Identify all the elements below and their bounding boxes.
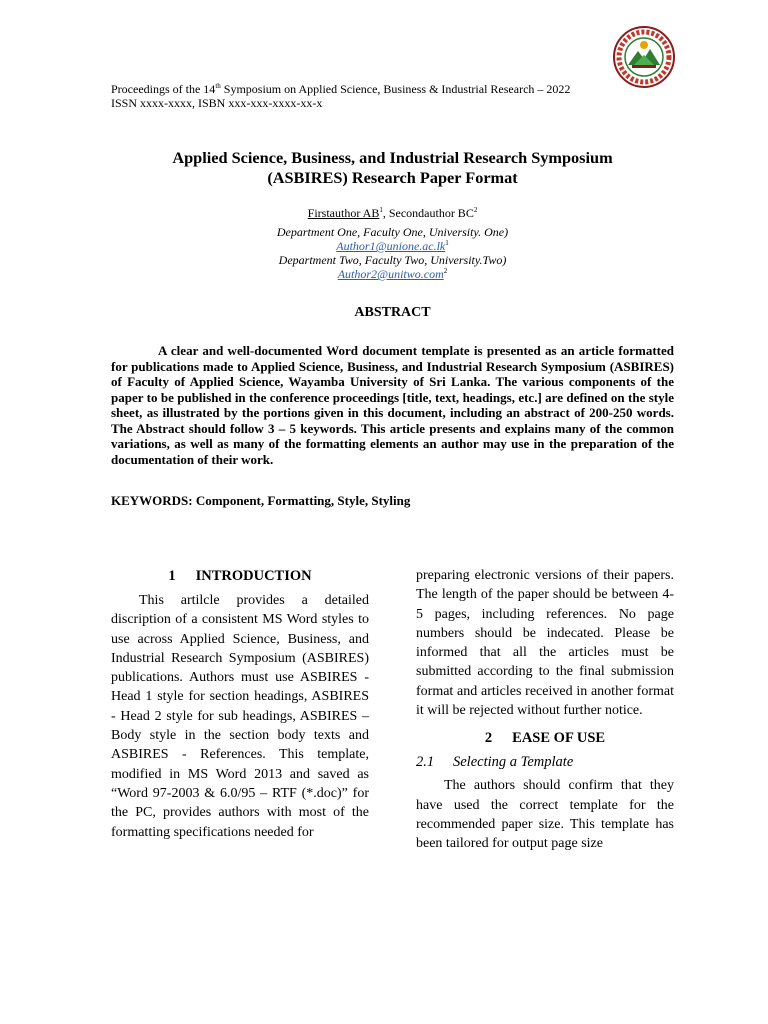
left-column — [111, 566, 369, 850]
right-column — [416, 566, 674, 862]
paper-title: Applied Science, Business, and Industrial Research Symposium (ASBIRES) Research Paper Format — [172, 148, 613, 187]
abstract-body: A clear and well-documented Word document template is presented as an article formatted for publications made to Applied Science, Business, and Industrial Research Symposium (ASBIRES) of Faculty of Applied Science, Wayamba University of Sri Lanka. The various components of the paper to be published in the conference proceedings [title, text, headings, etc.] are defined on the style sheet, as illustrated by the portions given in this document, including an abstract of 200-250 words. The Abstract should follow 3 – 5 keywords. This article presents and explains many of the common variations, as well as many of the formatting elements an author may use in the preparation of the documentation of their work. — [111, 343, 674, 467]
email-2-link[interactable]: Author2@unitwo.com — [337, 267, 444, 281]
email-1: $Author1@unione.ac.lk^1$ — [336, 239, 449, 253]
section-heading-ease-of-use: 2 EASE OF USE — [484, 730, 606, 747]
abstract-heading: ABSTRACT — [354, 305, 431, 320]
affiliation-2: Department Two, Faculty Two, University.Two) — [278, 253, 507, 267]
ease-of-use-paragraph: The authors should confirm that they have used the correct template for the recommended paper size. This template has been tailored for output page size — [416, 778, 674, 852]
symposium-logo-icon — [612, 25, 676, 89]
email-2: Author2@unitwo.com$^2$ — [337, 267, 448, 281]
issn-line: ISSN xxxx-xxxx, ISBN xxx-xxx-xxxx-xx-x — [111, 96, 323, 110]
introduction-paragraph-continued: preparing electronic versions of their papers. The length of the paper should be between 4-5 pages, including references. No page numbers should be indecated. Please be informed that all the articles must be submitted according to the final submission format and articles received in another format it will be rejected without further notice. — [416, 568, 674, 719]
author-list: Firstauthor $AB^1$, Secondauthor $BC^2$ — [307, 206, 478, 220]
section-heading-introduction: 1 INTRODUCTION — [168, 568, 312, 584]
proceedings-line: Proceedings of the 14th Symposium on Applied Science, Business & Industrial Research – 2022 — [111, 82, 571, 96]
introduction-paragraph: This artilcle provides a detailed discription of a consistent MS Word styles to use across Applied Science, Business, and Industrial Research Symposium (ASBIRES) publications. Authors must use ASBIRES - Head 1 style for section headings, ASBIRES - Head 2 style for sub headings, ASBIRES – Body style in the section body texts and ASBIRES - References. This template, modified in MS Word 2013 and saved as “Word 97-2003 & 6.0/95 – RTF (*.doc)” for the PC, provides authors with most of the formatting specifications needed for — [111, 593, 369, 840]
keywords: KEYWORDS: Component, Formatting, Style, Styling — [111, 493, 411, 508]
email-1-link[interactable]: Author1@unione.ac.lk — [336, 239, 446, 253]
affiliation-1: Department One, Faculty One, University. One) — [276, 225, 509, 239]
subsection-heading-selecting-template: 2.1 Selecting a Template — [416, 754, 574, 771]
